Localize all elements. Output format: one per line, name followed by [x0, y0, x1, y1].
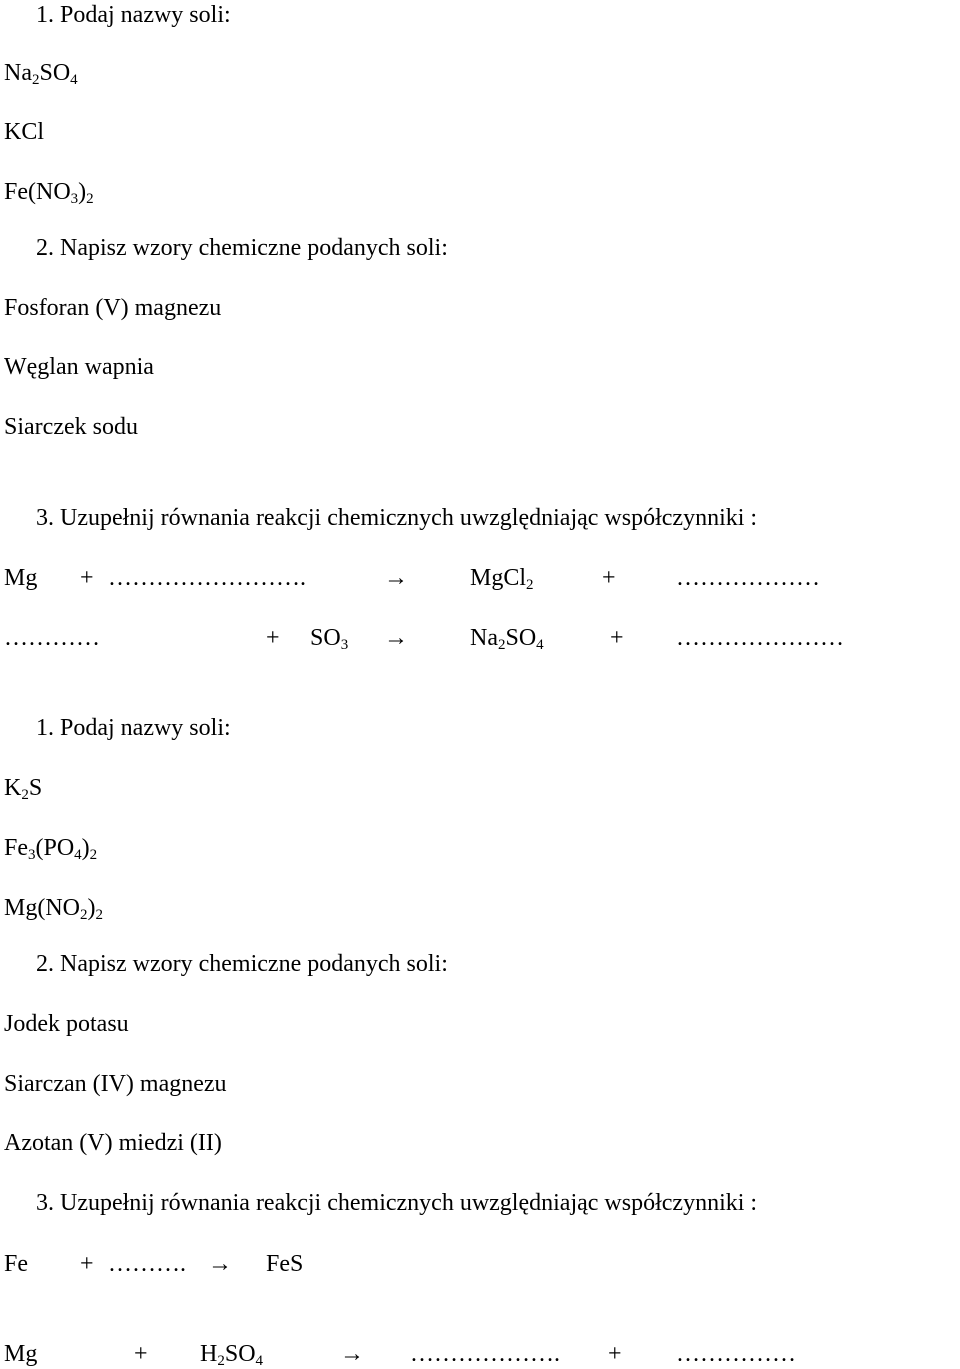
part1-eq2-blank: …………: [4, 625, 100, 651]
part2-eq1-blank: ……….: [108, 1251, 186, 1277]
part2-eq2-plus2: +: [608, 1341, 622, 1367]
part1-eq2-plus: +: [266, 625, 280, 651]
part2-q2-item: Siarczan (IV) magnezu: [4, 1071, 227, 1097]
part2-eq2-plus: +: [134, 1341, 148, 1367]
reaction-arrow-icon: →: [340, 1341, 364, 1367]
part2-q3-title: 3. Uzupełnij równania reakcji chemicznych uwzględniając współczynniki :: [36, 1190, 758, 1216]
reaction-arrow-icon: →: [384, 625, 408, 651]
part1-eq1-blank: …………………….: [108, 565, 306, 591]
part1-q1-title: 1. Podaj nazwy soli:: [36, 2, 231, 28]
part2-eq1-product: FeS: [266, 1251, 304, 1277]
part1-eq1-plus2: +: [602, 565, 616, 591]
part2-eq1-plus: +: [80, 1251, 94, 1277]
part2-q2-item: Azotan (V) miedzi (II): [4, 1130, 222, 1156]
reaction-arrow-icon: →: [208, 1251, 232, 1277]
part2-q2-title: 2. Napisz wzory chemiczne podanych soli:: [36, 951, 448, 977]
part1-formula-kcl: KCl: [4, 119, 45, 145]
part2-eq2-blank2: ……………: [676, 1341, 796, 1367]
part2-formula-fe3po42: $Fe_3(PO_4)_2$: [4, 835, 98, 863]
part1-q2-item: Siarczek sodu: [4, 414, 138, 440]
part1-q2-item: Fosforan (V) magnezu: [4, 295, 222, 321]
part1-eq2-product: $Na_2SO_4$: [470, 625, 544, 653]
part2-formula-mgno22: $Mg(NO_2)_2$: [4, 895, 103, 923]
part2-eq2-reactant2: $H_2SO_4$: [200, 1341, 264, 1369]
part2-eq2-blank: ……………….: [410, 1341, 560, 1367]
part1-eq1-product: MgCl$_2$: [470, 565, 534, 593]
part2-eq1-reactant: Fe: [4, 1251, 28, 1277]
reaction-arrow-icon: →: [384, 565, 408, 591]
part1-eq2-reactant: $SO_3$: [310, 625, 349, 653]
part2-q1-title: 1. Podaj nazwy soli:: [36, 715, 231, 741]
part1-eq1-plus: +: [80, 565, 94, 591]
part1-formula-na2so4: $Na_2SO_4$: [4, 60, 78, 88]
part2-eq2-reactant: Mg: [4, 1341, 38, 1367]
part1-q2-item: Węglan wapnia: [4, 354, 154, 380]
part1-q3-title: 3. Uzupełnij równania reakcji chemicznych uwzględniając współczynniki :: [36, 505, 758, 531]
part1-eq1-blank2: ………………: [676, 565, 820, 591]
part1-eq2-plus2: +: [610, 625, 624, 651]
part2-q2-item: Jodek potasu: [4, 1011, 129, 1037]
part1-eq2-blank2: …………………: [676, 625, 844, 651]
part2-formula-k2s: $K_2S$: [4, 775, 43, 803]
part1-formula-feno32: $Fe(NO_3)_2$: [4, 179, 94, 207]
part1-q2-title: 2. Napisz wzory chemiczne podanych soli:: [36, 235, 448, 261]
part1-eq1-reactant: Mg: [4, 565, 38, 591]
